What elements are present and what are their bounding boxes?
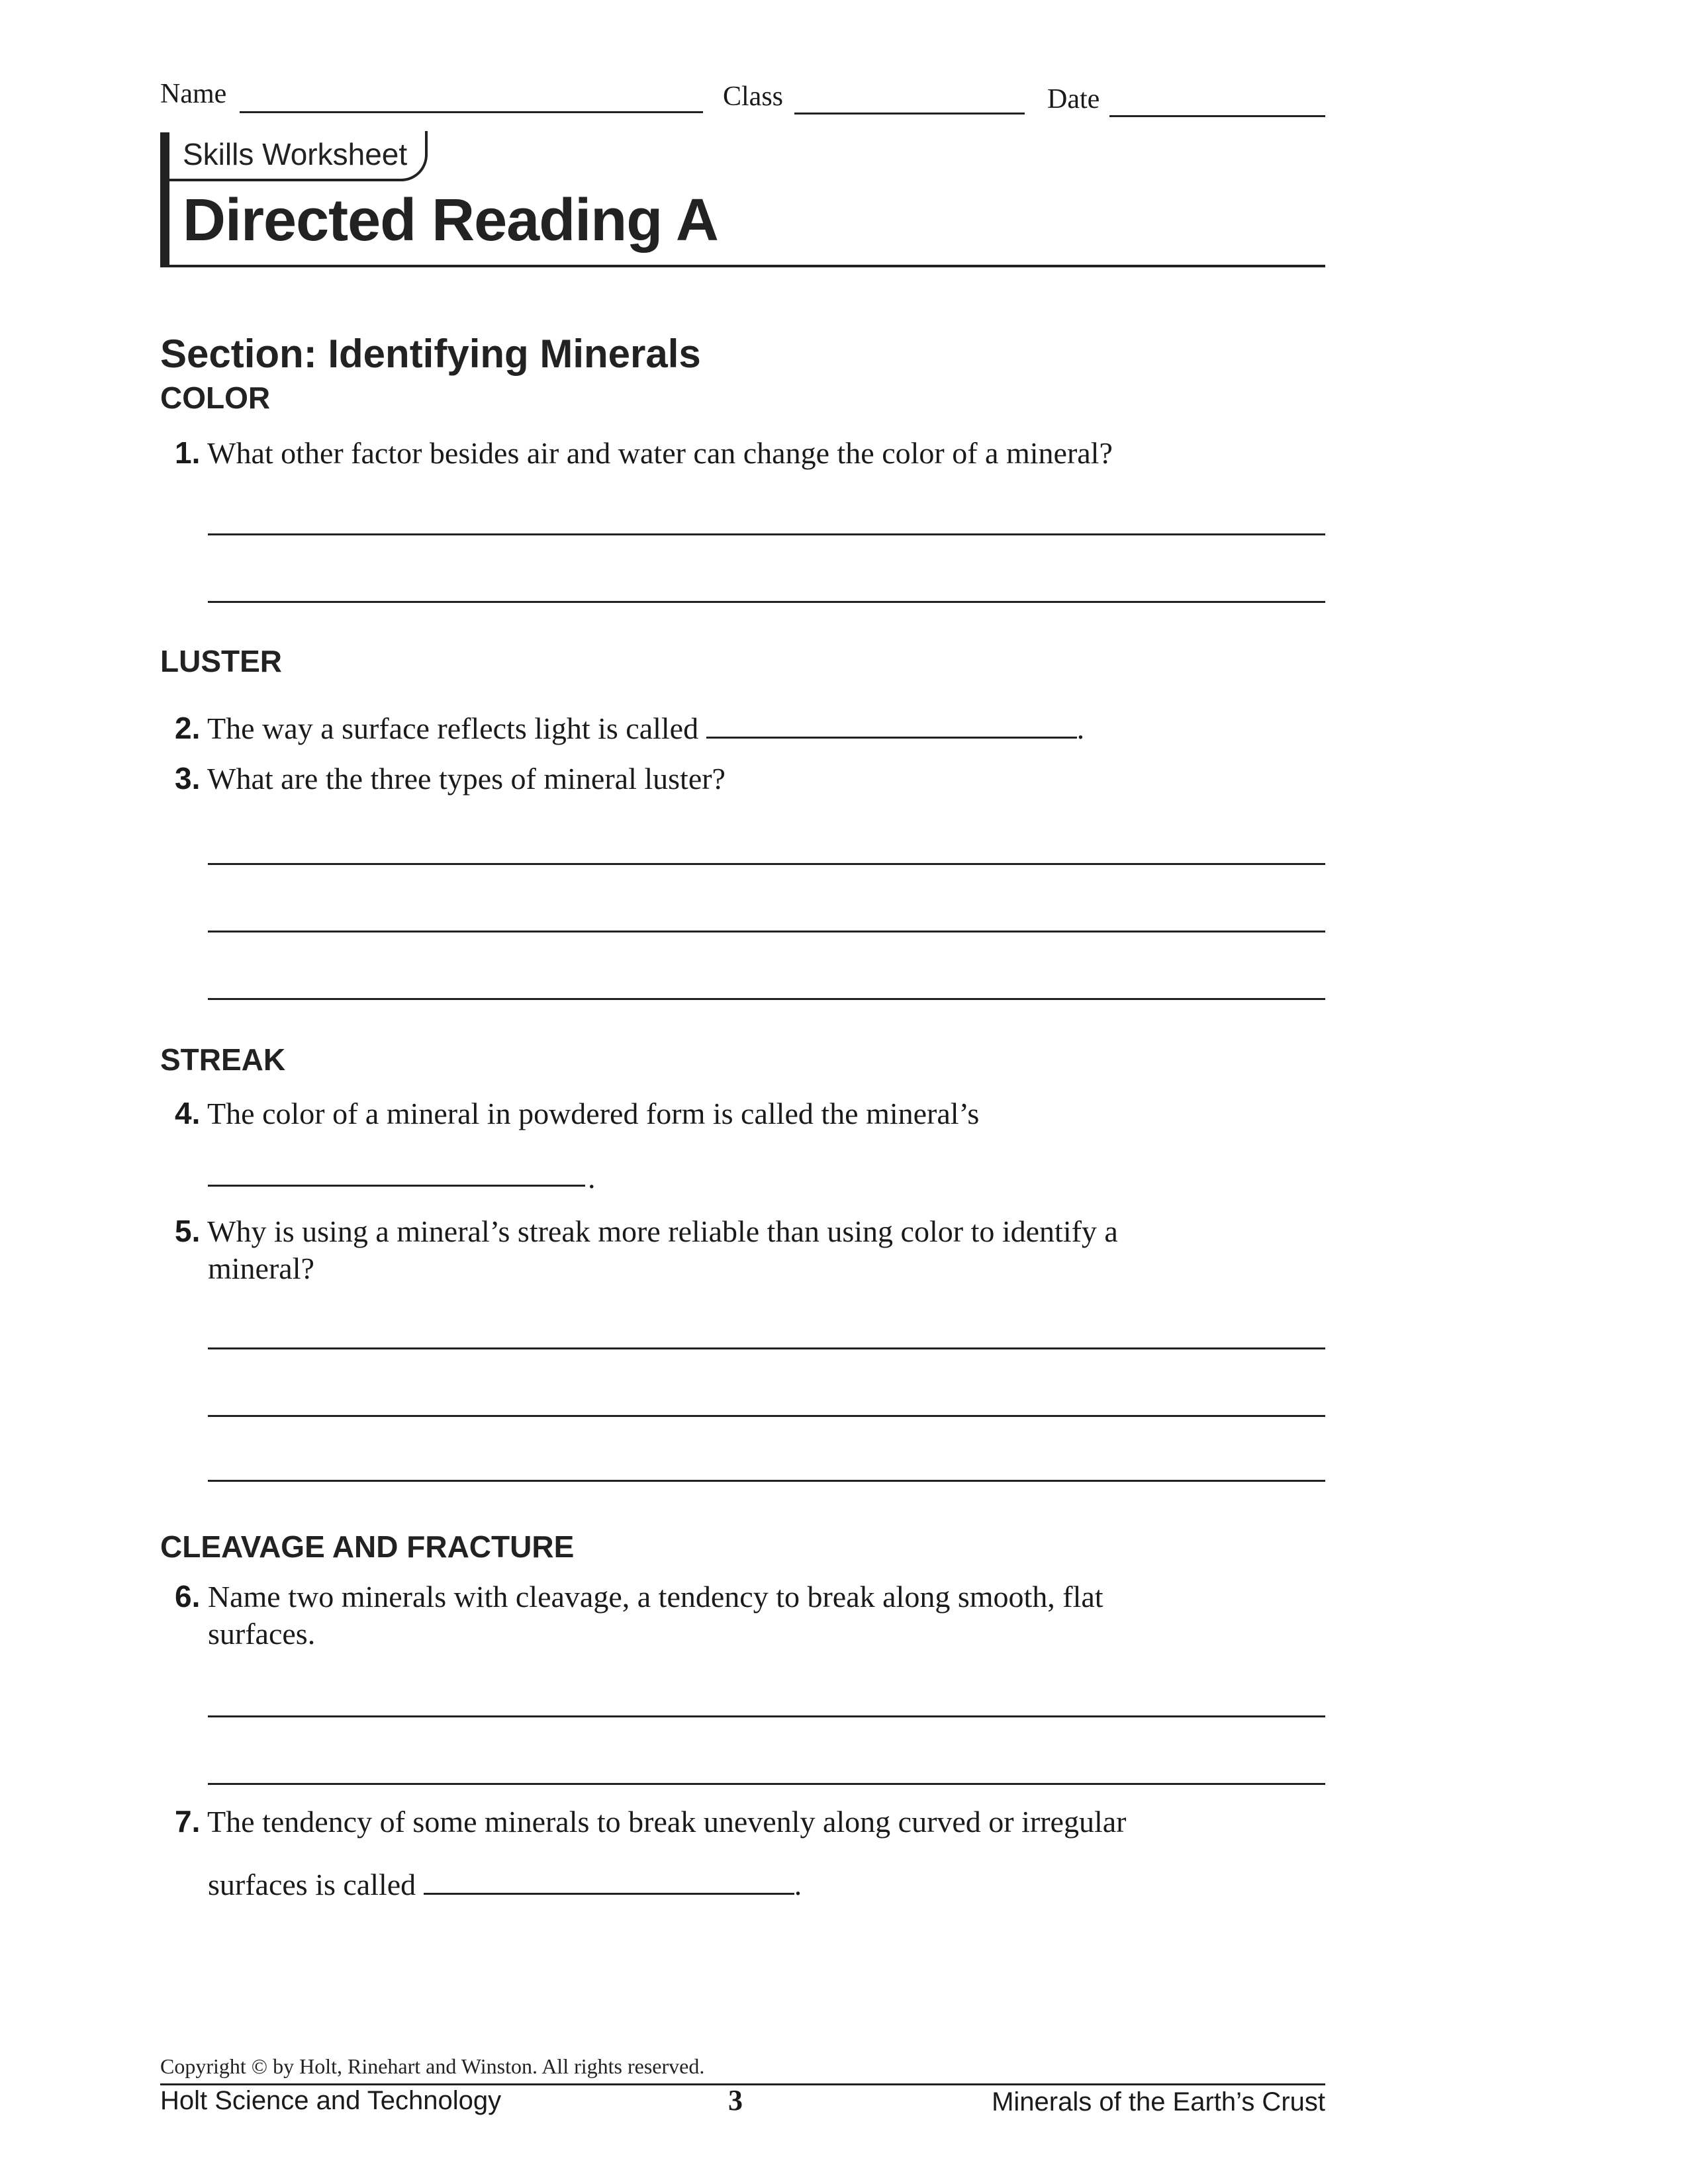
copyright-notice: Copyright © by Holt, Rinehart and Winston. All rights reserved. [160,2054,705,2078]
subsection-luster: LUSTER [160,644,282,678]
question-2: 2. The way a surface reflects light is called . [175,711,1085,745]
class-field-line[interactable] [794,113,1025,114]
class-label: Class [723,81,784,112]
answer-line[interactable] [208,533,1325,535]
inline-answer-blank[interactable] [706,710,1077,739]
date-field-line[interactable] [1109,115,1325,117]
publisher-name: Holt Science and Technology [160,2086,502,2115]
answer-line[interactable] [208,1415,1325,1417]
name-field-line[interactable] [240,111,703,113]
question-6: 6. Name two minerals with cleavage, a tendency to break along smooth, flat surfaces. [175,1579,1103,1651]
answer-line[interactable] [208,1347,1325,1349]
question-1: 1. What other factor besides air and water can change the color of a mineral? [175,435,1113,470]
page-title: Directed Reading A [183,187,718,253]
question-4-period: . [588,1161,596,1195]
section-title: Section: Identifying Minerals [160,332,701,376]
title-rule [160,265,1325,267]
subsection-color: COLOR [160,381,271,415]
answer-line[interactable] [208,863,1325,865]
page-number: 3 [728,2084,743,2116]
footer-rule [160,2083,1325,2085]
chapter-title: Minerals of the Earth’s Crust [992,2087,1325,2116]
answer-line[interactable] [208,1715,1325,1717]
answer-line[interactable] [208,1185,585,1187]
question-3: 3. What are the three types of mineral luster? [175,761,726,796]
answer-line[interactable] [208,998,1325,1000]
answer-line[interactable] [208,931,1325,933]
answer-line[interactable] [208,1480,1325,1482]
question-7-continued: surfaces is called . [208,1868,802,1901]
answer-line[interactable] [208,601,1325,603]
name-label: Name [160,79,227,109]
inline-answer-blank[interactable] [424,1866,794,1895]
question-5: 5. Why is using a mineral’s streak more reliable than using color to identify a mineral? [175,1214,1118,1285]
question-7: 7. The tendency of some minerals to break unevenly along curved or irregular [175,1804,1127,1839]
subsection-streak: STREAK [160,1042,286,1077]
title-bar-accent [160,132,169,266]
date-label: Date [1047,84,1100,114]
skills-worksheet-label: Skills Worksheet [183,137,408,171]
subsection-cleavage-fracture: CLEAVAGE AND FRACTURE [160,1529,575,1564]
answer-line[interactable] [208,1783,1325,1785]
question-4: 4. The color of a mineral in powdered form is called the mineral’s [175,1096,980,1130]
